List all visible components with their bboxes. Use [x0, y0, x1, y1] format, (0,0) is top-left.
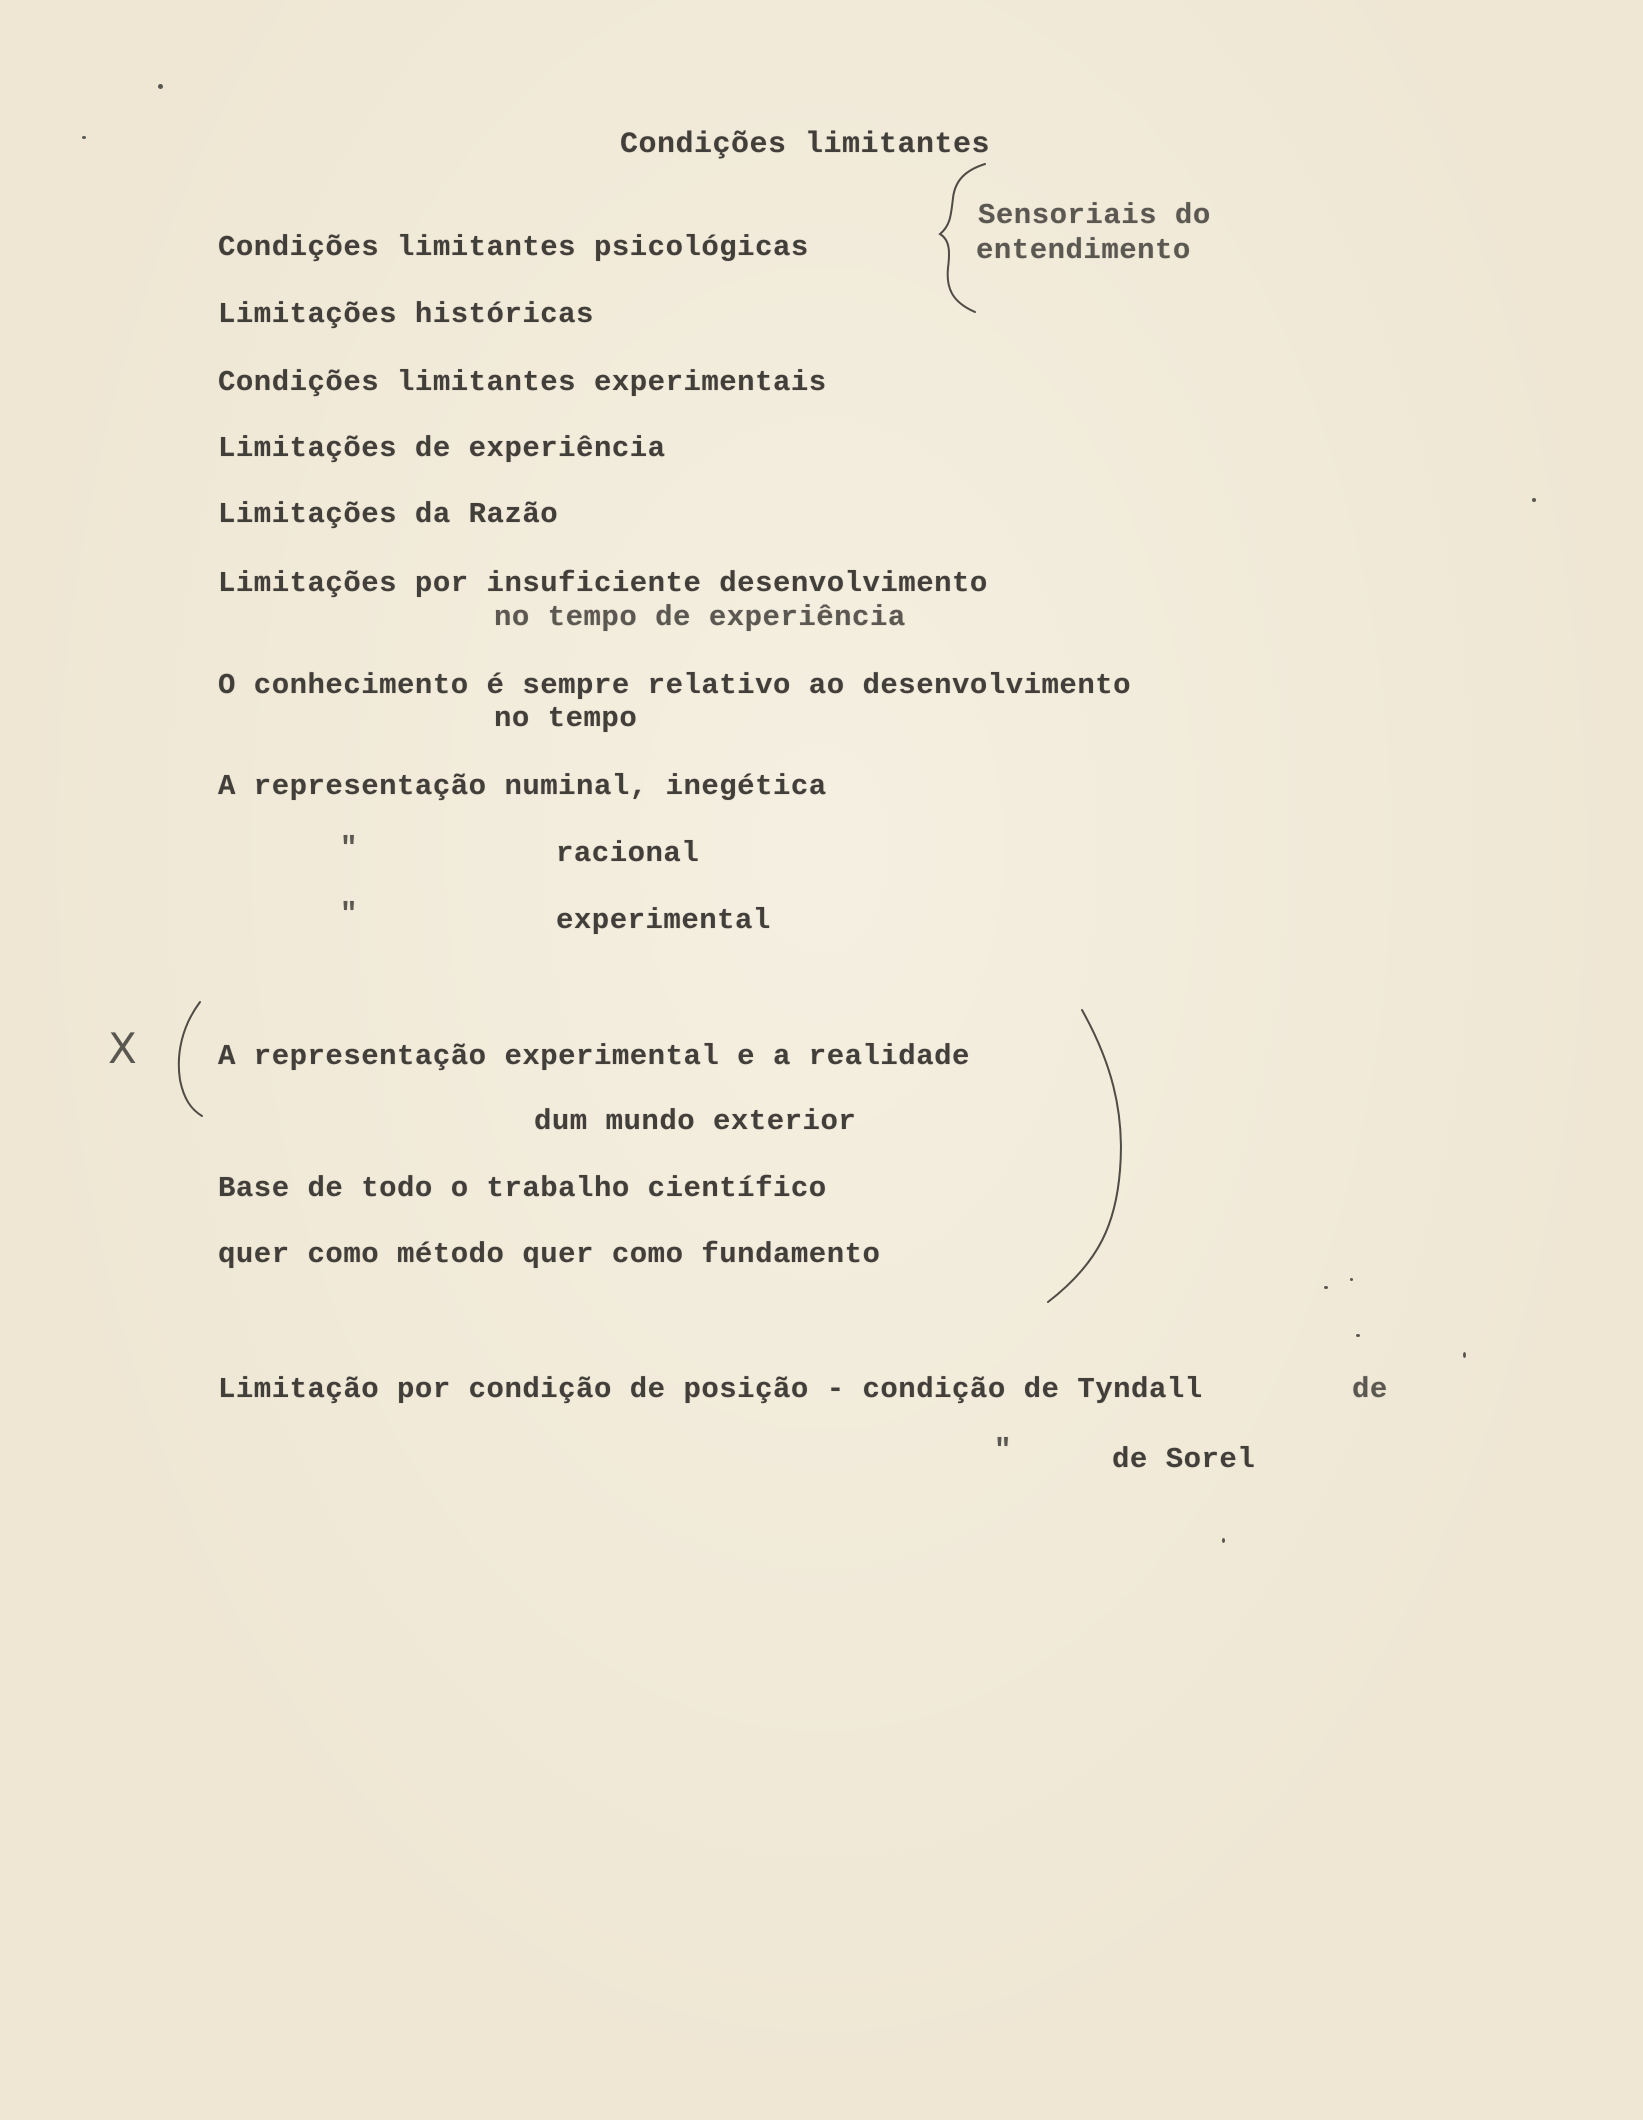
text-line: A representação experimental e a realidade [218, 1040, 970, 1073]
text-line: Limitação por condição de posição - condição de Tyndall [218, 1373, 1203, 1406]
text-line: Limitações por insuficiente desenvolvimento [218, 567, 988, 600]
paper-speck [1356, 1334, 1360, 1337]
text-line: Limitações de experiência [218, 432, 666, 465]
text-line: racional [556, 837, 700, 870]
side-note-line: Sensoriais do [978, 199, 1211, 232]
text-line: de [1352, 1373, 1388, 1406]
paper-speck [82, 136, 86, 139]
text-line: Condições limitantes psicológicas [218, 231, 809, 264]
text-line: de Sorel [1112, 1443, 1256, 1476]
paper-speck [1532, 498, 1536, 502]
text-line: Limitações históricas [218, 298, 594, 331]
text-line: no tempo de experiência [494, 601, 906, 634]
text-line: Limitações da Razão [218, 498, 559, 531]
text-line: quer como método quer como fundamento [218, 1238, 881, 1271]
text-line: Condições limitantes experimentais [218, 366, 827, 399]
paper-speck [1324, 1286, 1328, 1289]
text-line: O conhecimento é sempre relativo ao desenvolvimento [218, 669, 1132, 702]
ditto-mark: " [340, 898, 358, 931]
paper-speck [1222, 1538, 1225, 1543]
left-parenthesis-mark [179, 1002, 202, 1116]
side-note-line: entendimento [976, 234, 1191, 267]
text-line: no tempo [494, 702, 638, 735]
paper-speck [1463, 1352, 1466, 1358]
paper-speck [1350, 1278, 1353, 1281]
paper-speck [158, 84, 163, 89]
text-line: A representação numinal, inegética [218, 770, 827, 803]
text-line: experimental [556, 904, 771, 937]
ditto-mark: " [994, 1434, 1012, 1467]
right-parenthesis-mark [1048, 1010, 1121, 1302]
ditto-mark: " [340, 832, 358, 865]
margin-x-mark: X [108, 1024, 137, 1073]
curly-brace-mark [940, 164, 985, 312]
text-line: Base de todo o trabalho científico [218, 1172, 827, 1205]
document-title: Condições limitantes [620, 128, 991, 162]
text-line: dum mundo exterior [534, 1105, 857, 1138]
